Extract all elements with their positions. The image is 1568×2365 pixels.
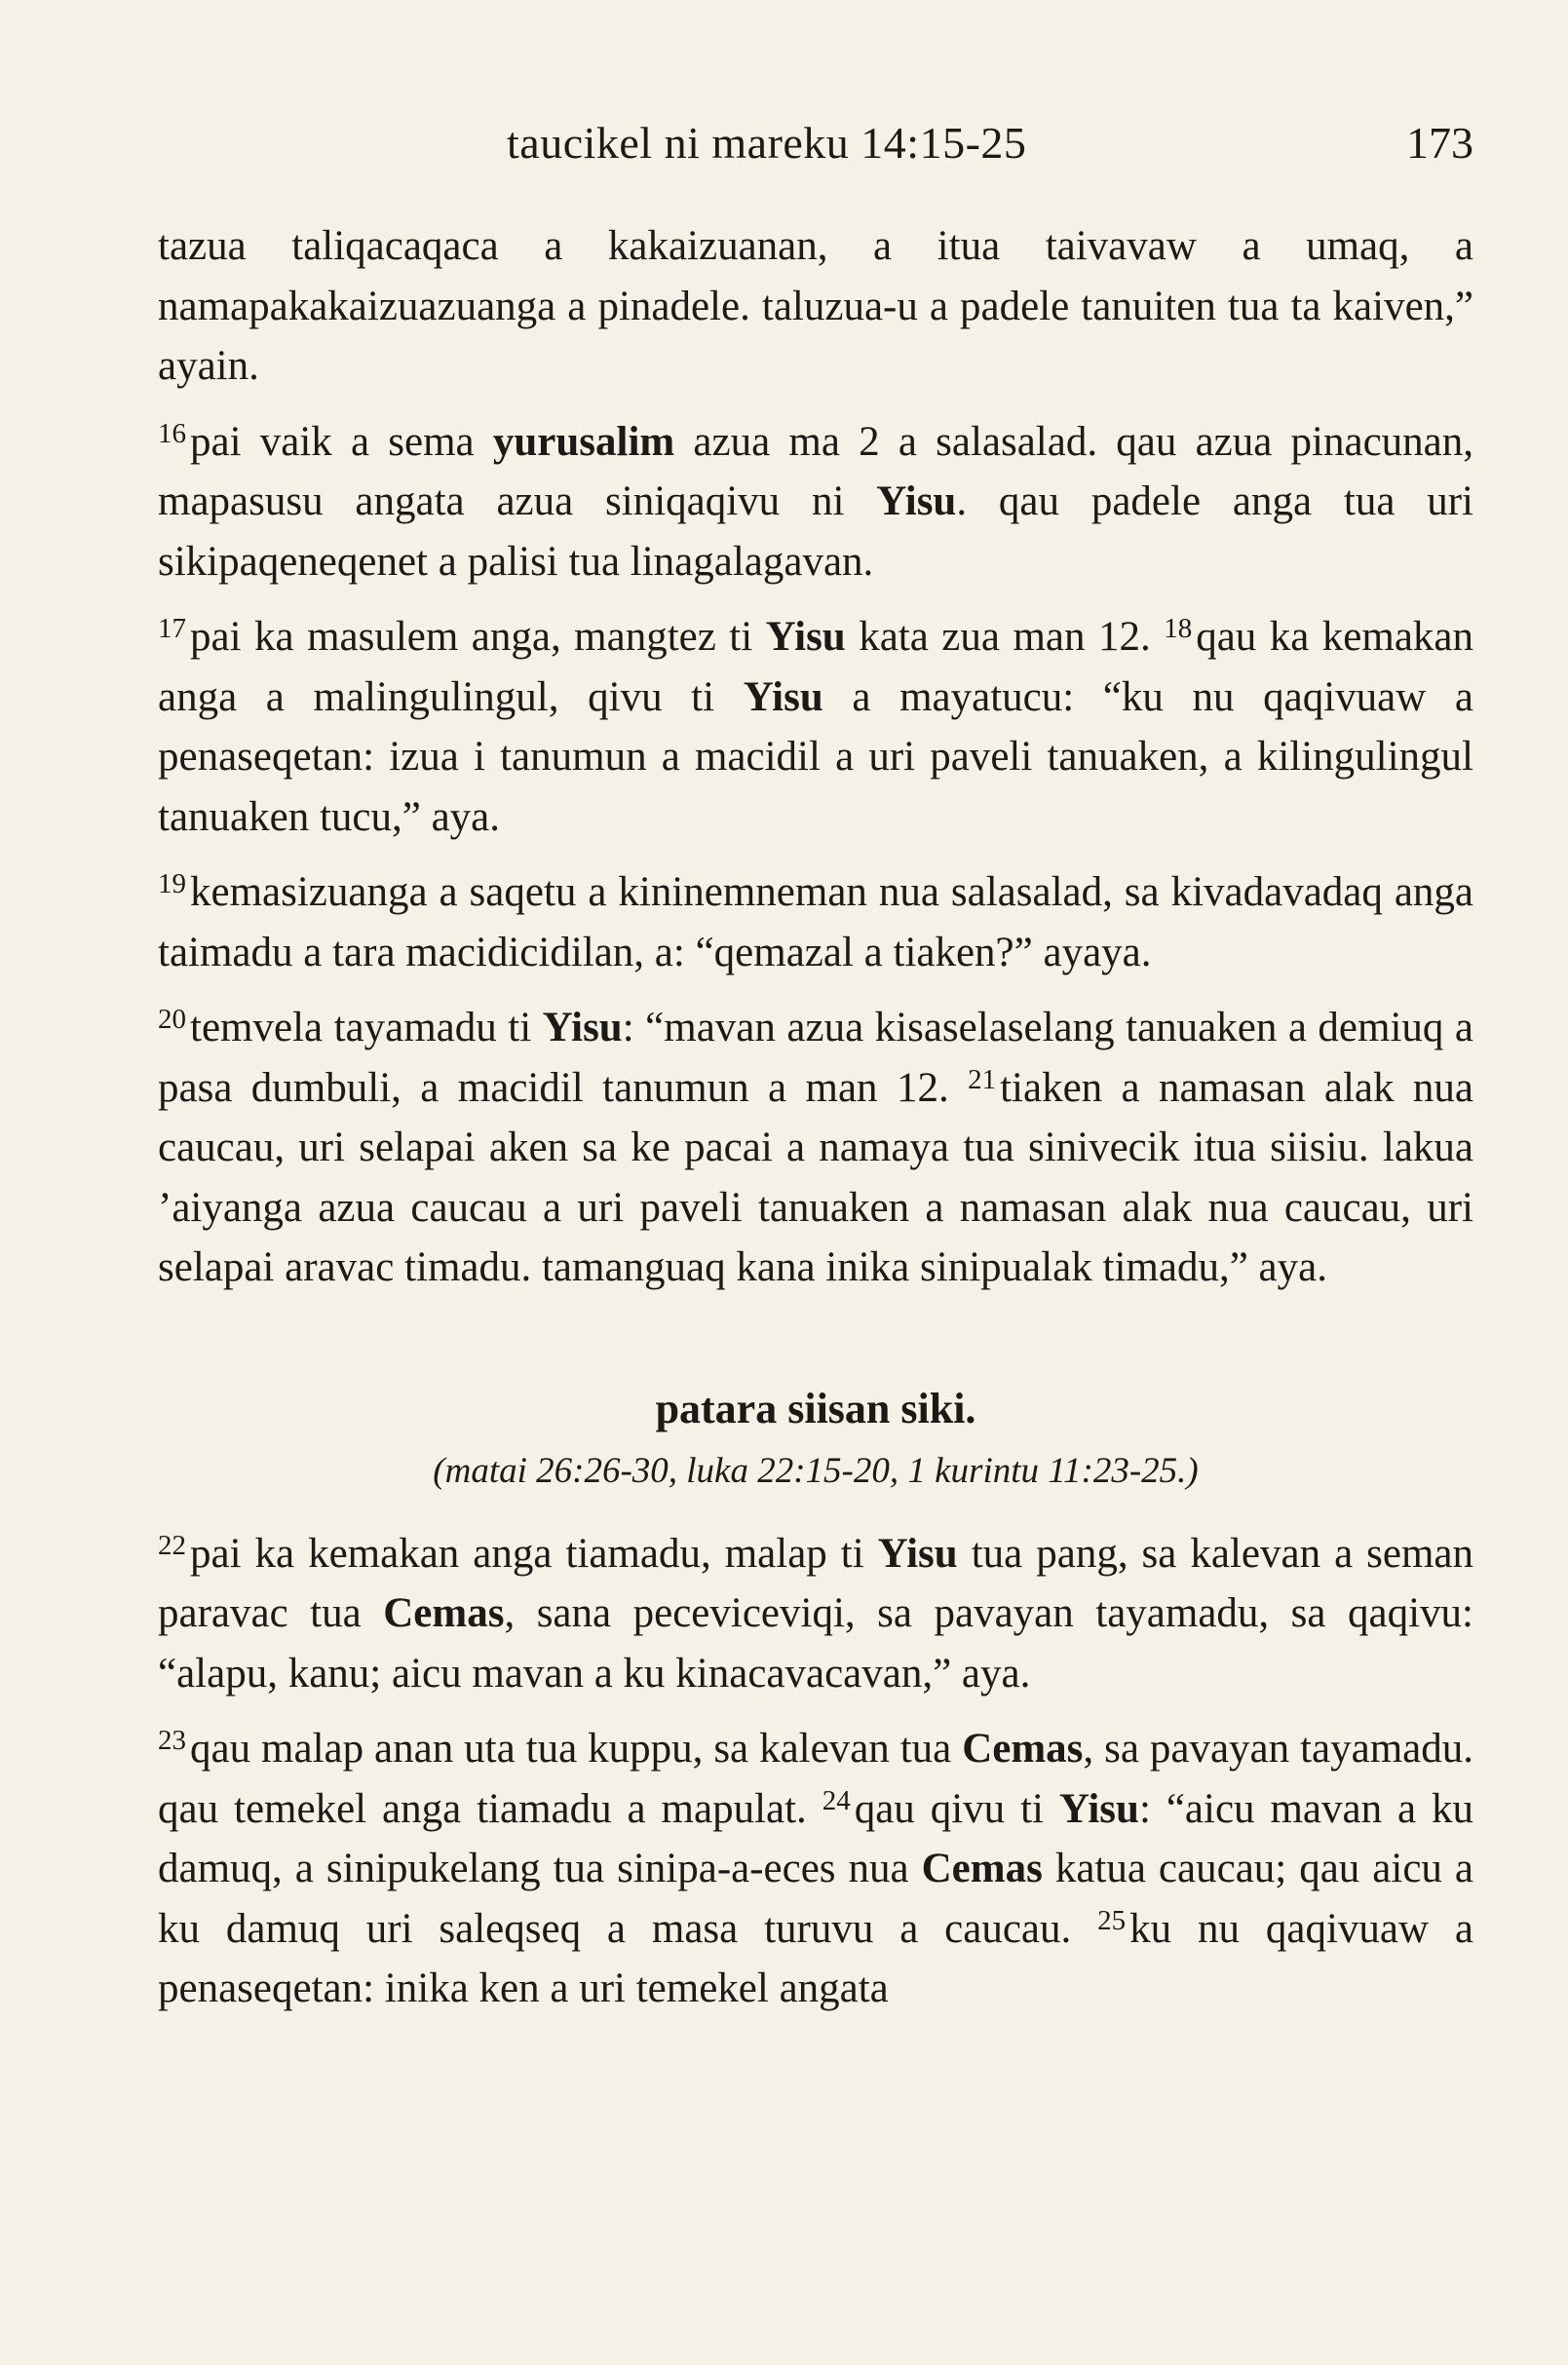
verse-text: pai ka masulem anga, mangtez ti (190, 614, 766, 660)
verse-number: 18 (1164, 613, 1193, 644)
paragraph (158, 1524, 1473, 1704)
bold-name: Cemas (921, 1846, 1043, 1891)
bold-name: Yisu (876, 478, 957, 524)
verse-text: : “mavan azua kisaselaselang tanuaken a demiuq a pasa dumbuli, a macidil tanumun a man 12. (158, 1005, 1474, 1111)
verse-text: kata zua man 12. (845, 614, 1165, 660)
page-number: 173 (1406, 118, 1473, 168)
verse-text: : “aicu mavan a ku damuq, a sinipukelang tua sinipa-a-eces nua (158, 1785, 1473, 1891)
text-body (158, 216, 1473, 2035)
verse-text: tazua taliqacaqaca a kakaizuanan, a itua taivavaw a umaq, a namapakakaizuazuanga a pinadele. taluzua-u a padele tanuiten tua ta kaiven,” ayain. (158, 223, 1473, 389)
verse-text: kemasizuanga a saqetu a kininemneman nua salasalad, sa kivadavadaq anga taimadu a tara macidicidilan, a: “qemazal a tiaken?” ayaya. (158, 869, 1473, 975)
verse-number: 19 (158, 868, 186, 899)
verse-text: pai vaik a sema (190, 418, 493, 465)
bold-name: Yisu (1058, 1785, 1139, 1832)
verse-text: , sa pavayan tayamadu. qau temekel anga tiamadu a mapulat. (158, 1726, 1473, 1832)
verse-text: azua ma 2 a salasalad. qau azua pinacunan, mapasusu angata azua siniqaqivu ni (158, 418, 1473, 524)
bold-name: Yisu (542, 1005, 623, 1050)
verse-number: 17 (158, 613, 186, 644)
verse-number: 23 (158, 1725, 186, 1756)
paragraph-group-1 (158, 216, 1473, 1298)
verse-text: katua caucau; qau aicu a ku damuq uri saleqseq a masa turuvu a caucau. (158, 1846, 1473, 1952)
paragraph-group-2 (158, 1524, 1473, 2019)
verse-text: tua pang, sa kalevan a seman paravac tua (158, 1530, 1473, 1636)
bold-name: Yisu (877, 1530, 958, 1577)
verse-number: 20 (158, 1004, 186, 1035)
verse-text: ku nu qaqivuaw a penaseqetan: inika ken a uri temekel angata (158, 1905, 1473, 2011)
paragraph (158, 216, 1473, 397)
section-heading: patara siisan siki. (655, 1384, 976, 1432)
paragraph (158, 862, 1473, 982)
verse-text: qau ka kemakan anga a malingulingul, qivu ti (158, 614, 1474, 720)
verse-text: qau qivu ti (854, 1785, 1059, 1832)
paragraph (158, 607, 1473, 847)
bold-name: Yisu (743, 673, 823, 720)
section-reference: (matai 26:26-30, luka 22:15-20, 1 kurintu 11:23-25.) (433, 1450, 1199, 1491)
verse-text: . qau padele anga tua uri sikipaqeneqenet a palisi tua linagalagavan. (158, 478, 1474, 585)
running-head (158, 117, 1473, 175)
verse-text: tiaken a namasan alak nua caucau, uri selapai aken sa ke pacai a namaya tua sinivecik itua siisiu. lakua ’aiyanga azua caucau a uri paveli tanuaken a namasan alak nua caucau, uri selapai aravac timadu. tamanguaq kana inika sinipualak timadu,” aya. (158, 1064, 1473, 1290)
paragraph (158, 998, 1473, 1298)
verse-number: 24 (822, 1784, 851, 1816)
verse-text: , sana peceviceviqi, sa pavayan tayamadu, sa qaqivu: “alapu, kanu; aicu mavan a ku kinacavacavan,” aya. (158, 1590, 1473, 1697)
bold-name: Yisu (765, 614, 846, 660)
bold-name: Cemas (383, 1590, 505, 1636)
bold-name: yurusalim (492, 418, 675, 465)
verse-text: qau malap anan uta tua kuppu, sa kalevan tua (190, 1726, 963, 1772)
verse-text: pai ka kemakan anga tiamadu, malap ti (190, 1530, 878, 1577)
running-head-title: taucikel ni mareku 14:15-25 (507, 118, 1027, 168)
verse-number: 22 (158, 1529, 186, 1561)
verse-number: 16 (158, 417, 186, 449)
verse-number: 25 (1097, 1904, 1127, 1936)
paragraph (158, 412, 1473, 592)
verse-text: temvela tayamadu ti (190, 1005, 543, 1050)
verse-text: a mayatucu: “ku nu qaqivuaw a penaseqetan: izua i tanumun a macidil a uri paveli tanuaken, a kilingulingul tanuaken tucu,” aya. (158, 673, 1473, 840)
paragraph (158, 1719, 1473, 2019)
bold-name: Cemas (962, 1726, 1084, 1772)
verse-number: 21 (968, 1063, 997, 1095)
